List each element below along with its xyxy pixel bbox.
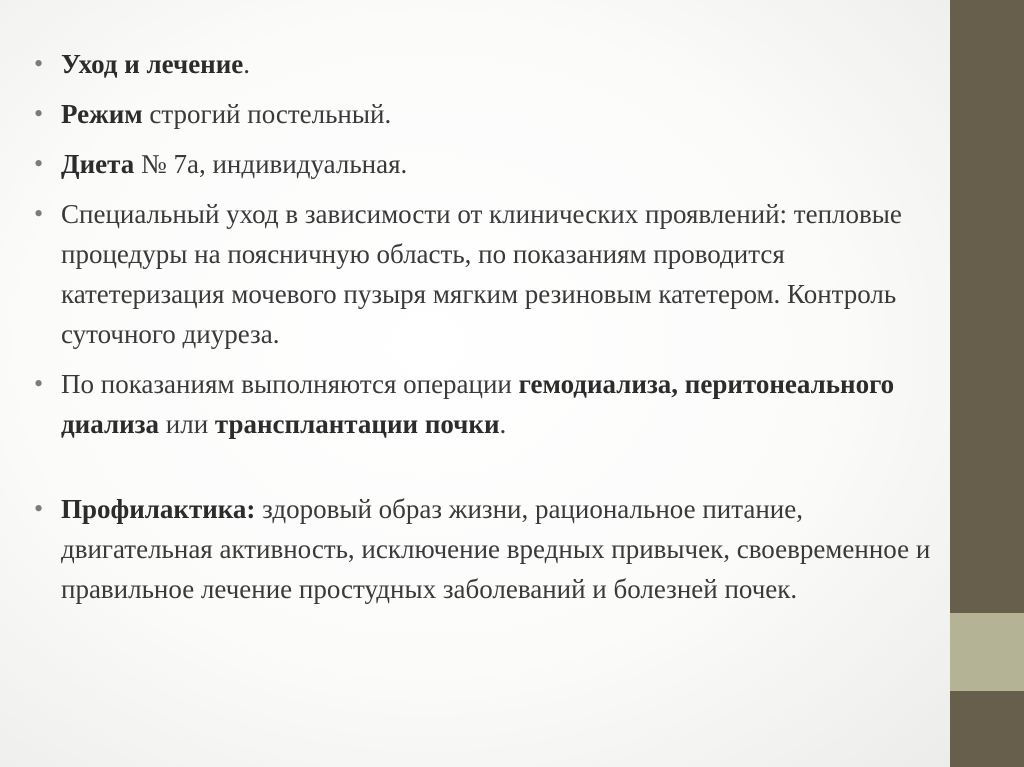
bullet-text: здоровый образ жизни, рациональное питание, двигательная активность, исключение вредных привычек, своевременное и правильное лечение простудных заболеваний и болезней почек.: [61, 494, 931, 604]
bullet-operations: [34, 364, 934, 444]
bullet-regime: [34, 94, 934, 134]
bullet-text: .: [243, 49, 251, 79]
bullet-text: По показаниям выполняются операции: [61, 369, 519, 399]
bullet-bold-text: Диета: [61, 149, 135, 179]
bullet-special-care: [34, 194, 934, 354]
bullet-text: строгий постельный.: [142, 99, 392, 129]
bullet-bold-text: трансплантации почки: [214, 409, 500, 439]
bullet-bold-text: гемодиализа, перитонеального диализа: [61, 369, 895, 439]
bullet-list: [34, 44, 934, 619]
bullet-care-treatment: [34, 44, 934, 84]
bullet-text: .: [499, 409, 507, 439]
bullet-text: Специальный уход в зависимости от клинических проявлений: тепловые процедуры на поясничную область, по показаниям проводится катетеризация мочевого пузыря мягким резиновым катетером. Контроль суточного диуреза.: [61, 199, 902, 349]
bullet-prevention: [34, 489, 934, 609]
bullet-diet: [34, 144, 934, 184]
bullet-text: или: [159, 409, 215, 439]
bullet-bold-text: Уход и лечение: [61, 49, 244, 79]
right-bar-accent-block: [950, 613, 1024, 691]
right-decorative-bar: [950, 0, 1024, 767]
bullet-text: № 7а, индивидуальная.: [134, 149, 408, 179]
bullet-bold-text: Режим: [61, 99, 143, 129]
bullet-bold-text: Профилактика:: [61, 494, 256, 524]
